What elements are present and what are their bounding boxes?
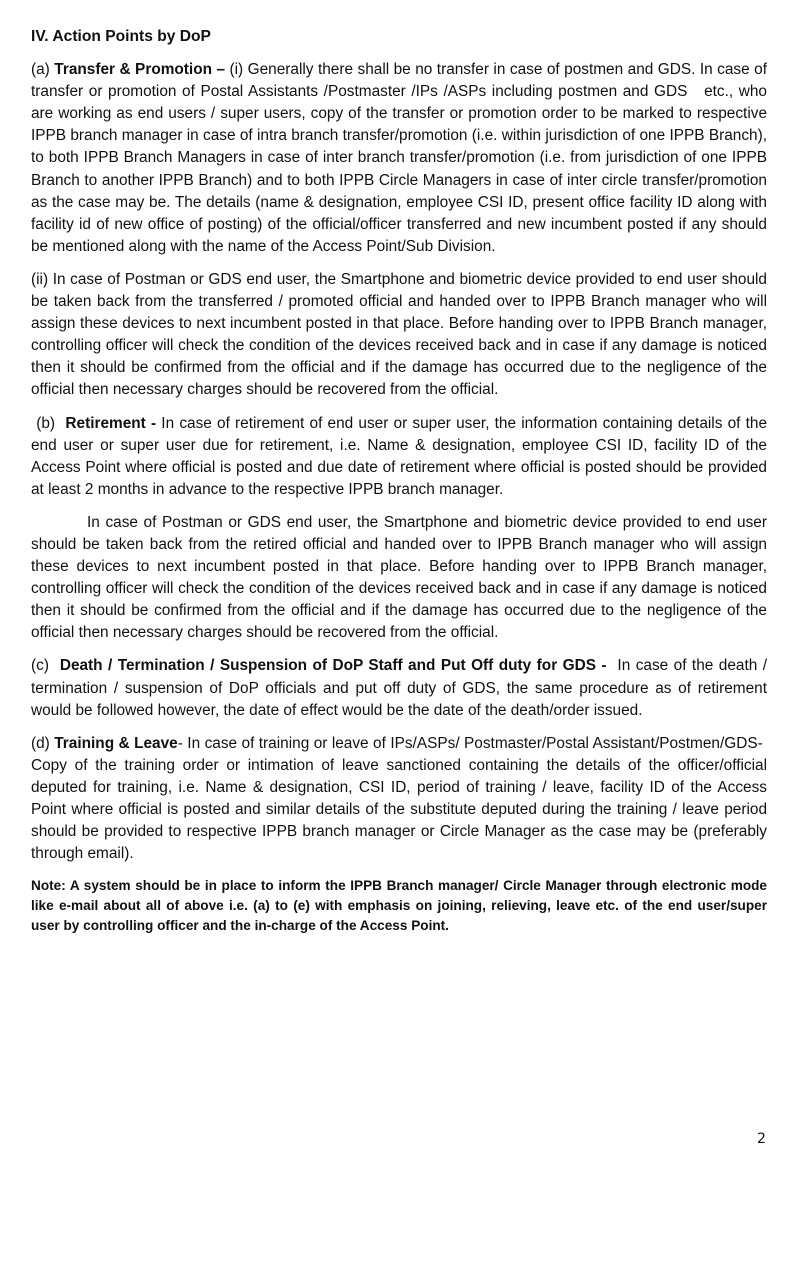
item-label: (a) [31, 61, 55, 79]
paragraph-transfer-promotion-ii: (ii) In case of Postman or GDS end user, the Smartphone and biometric device provided to end user should be taken back from the transferred / promoted official and handed over to IPPB Branch manager who will assign these devices to next incumbent posted in that place. Before handing over to IPPB Branch manager, controlling officer will check the condition of the devices received back and in case if any damage is noticed then it should be confirmed from the official and if the damage has occurred due to the negligence of the official then necessary charges should be recovered from the official. [31, 270, 767, 399]
document-page [31, 26, 767, 950]
item-text: (i) Generally there shall be no transfer in case of postmen and GDS. In case of transfer or promotion of Postal Assistants /Postmaster /IPs /ASPs including postmen and GDS etc., who are working as end users / super users, copy of the transfer or promotion order to be marked to respective IPPB branch manager in case of intra branch transfer/promotion (i.e. within jurisdiction of one IPPB Branch), to both IPPB Branch Managers in case of inter branch transfer/promotion (i.e. from jurisdiction of one IPPB Branch to another IPPB Branch) and to both IPPB Circle Managers in case of inter circle transfer/promotion as the case may be. The details (name & designation, employee CSI ID, present office facility ID along with facility id of new office of posting) of the official/officer transferred and new incumbent posted if any should be mentioned along with the name of the Access Point/Sub Division. [31, 61, 767, 255]
note-paragraph: Note: A system should be in place to inform the IPPB Branch manager/ Circle Manager through electronic mode like e-mail about all of above i.e. (a) to (e) with emphasis on joining, relieving, leave etc. of the end user/super user by controlling officer and the in-charge of the Access Point. [31, 878, 767, 934]
item-title-retirement: Retirement - [65, 414, 157, 432]
paragraph-retirement [31, 413, 767, 501]
paragraph-death-termination [31, 655, 767, 721]
item-title-transfer-promotion: Transfer & Promotion – [54, 61, 226, 79]
item-text: In case of retirement of end user or super user, the information containing details of the end user or super user due for retirement, i.e. Name & designation, employee CSI ID, facility ID of the Access Point where official is posted and due date of retirement where official is posted should be provided at least 2 months in advance to the respective IPPB branch manager. [31, 414, 768, 498]
item-title-death-termination: Death / Termination / Suspension of DoP Staff and Put Off duty for GDS - [59, 657, 607, 675]
paragraph-retirement-devices: In case of Postman or GDS end user, the Smartphone and biometric device provided to end user should be taken back from the retired official and handed over to IPPB Branch manager who will assign these devices to next incumbent posted in that place. Before handing over to IPPB Branch manager, controlling officer will check the condition of the devices received back and in case if any damage is noticed then it should be confirmed from the official and if the damage has occurred due to the negligence of the official then necessary charges should be recovered from the official. [31, 513, 767, 642]
paragraph-training-leave [31, 733, 767, 866]
paragraph-transfer-promotion-i [31, 59, 767, 258]
section-heading: IV. Action Points by DoP [31, 28, 211, 45]
item-label: (d) [31, 734, 55, 752]
item-label: (c) [31, 657, 60, 675]
item-label: (b) [31, 414, 66, 432]
page-number: 2 [757, 1131, 766, 1147]
item-text: - In case of training or leave of IPs/ASPs/ Postmaster/Postal Assistant/Postmen/GDS- Copy of the training order or intimation of leave sanctioned containing the details of the officer/official deputed for training, i.e. Name & designation, CSI ID, period of training / leave, facility ID of the Access Point where official is posted and similar details of the substitute deputed during the training / leave period should be provided to respective IPPB branch manager or Circle Manager as the case may be (preferably through email). [31, 734, 767, 863]
item-text: In case of the death / termination / suspension of DoP officials and put off duty of GDS, the same procedure as of retirement would be followed however, the date of effect would be the date of the death/order issued. [31, 657, 767, 719]
item-title-training-leave: Training & Leave [54, 734, 178, 752]
